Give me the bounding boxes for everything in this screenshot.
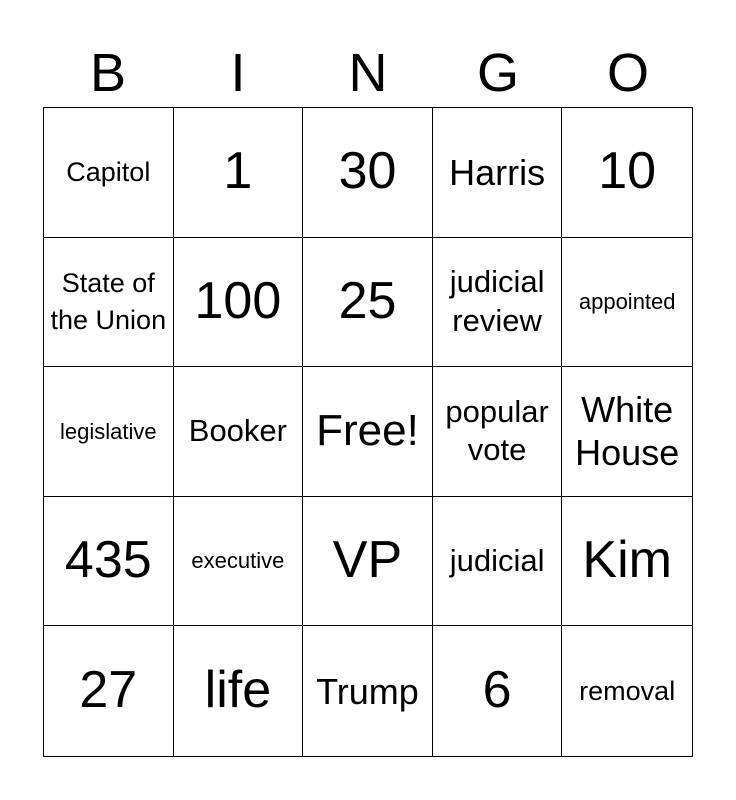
bingo-cell[interactable]: Harris xyxy=(433,108,563,238)
bingo-cell[interactable]: Trump xyxy=(303,626,433,756)
bingo-cell[interactable]: 30 xyxy=(303,108,433,238)
header-letter-n: N xyxy=(348,43,388,103)
bingo-cell[interactable]: 6 xyxy=(433,626,563,756)
bingo-cell[interactable]: 435 xyxy=(44,497,174,627)
bingo-cell[interactable]: popular vote xyxy=(433,367,563,497)
bingo-cell-free-space[interactable]: Free! xyxy=(303,367,433,497)
bingo-cell[interactable]: appointed xyxy=(562,238,692,368)
bingo-cell[interactable]: 1 xyxy=(174,108,304,238)
bingo-cell[interactable]: 100 xyxy=(174,238,304,368)
header-letter-b: B xyxy=(89,43,127,103)
bingo-header xyxy=(43,40,693,106)
bingo-cell[interactable]: 10 xyxy=(562,108,692,238)
header-letter-g: G xyxy=(476,43,519,103)
bingo-cell[interactable]: VP xyxy=(303,497,433,627)
bingo-cell[interactable]: life xyxy=(174,626,304,756)
bingo-board xyxy=(43,107,693,757)
bingo-cell[interactable]: judicial review xyxy=(433,238,563,368)
bingo-cell[interactable]: White House xyxy=(562,367,692,497)
bingo-cell[interactable]: Booker xyxy=(174,367,304,497)
bingo-cell[interactable]: State of the Union xyxy=(44,238,174,368)
bingo-cell[interactable]: Capitol xyxy=(44,108,174,238)
header-letter-i: I xyxy=(230,43,246,103)
bingo-cell[interactable]: 27 xyxy=(44,626,174,756)
bingo-cell[interactable]: legislative xyxy=(44,367,174,497)
bingo-cell[interactable]: judicial xyxy=(433,497,563,627)
bingo-cell[interactable]: Kim xyxy=(562,497,692,627)
bingo-cell[interactable]: 25 xyxy=(303,238,433,368)
bingo-cell[interactable]: removal xyxy=(579,675,676,706)
bingo-cell[interactable]: executive xyxy=(174,497,304,627)
header-letter-o: O xyxy=(606,43,649,103)
